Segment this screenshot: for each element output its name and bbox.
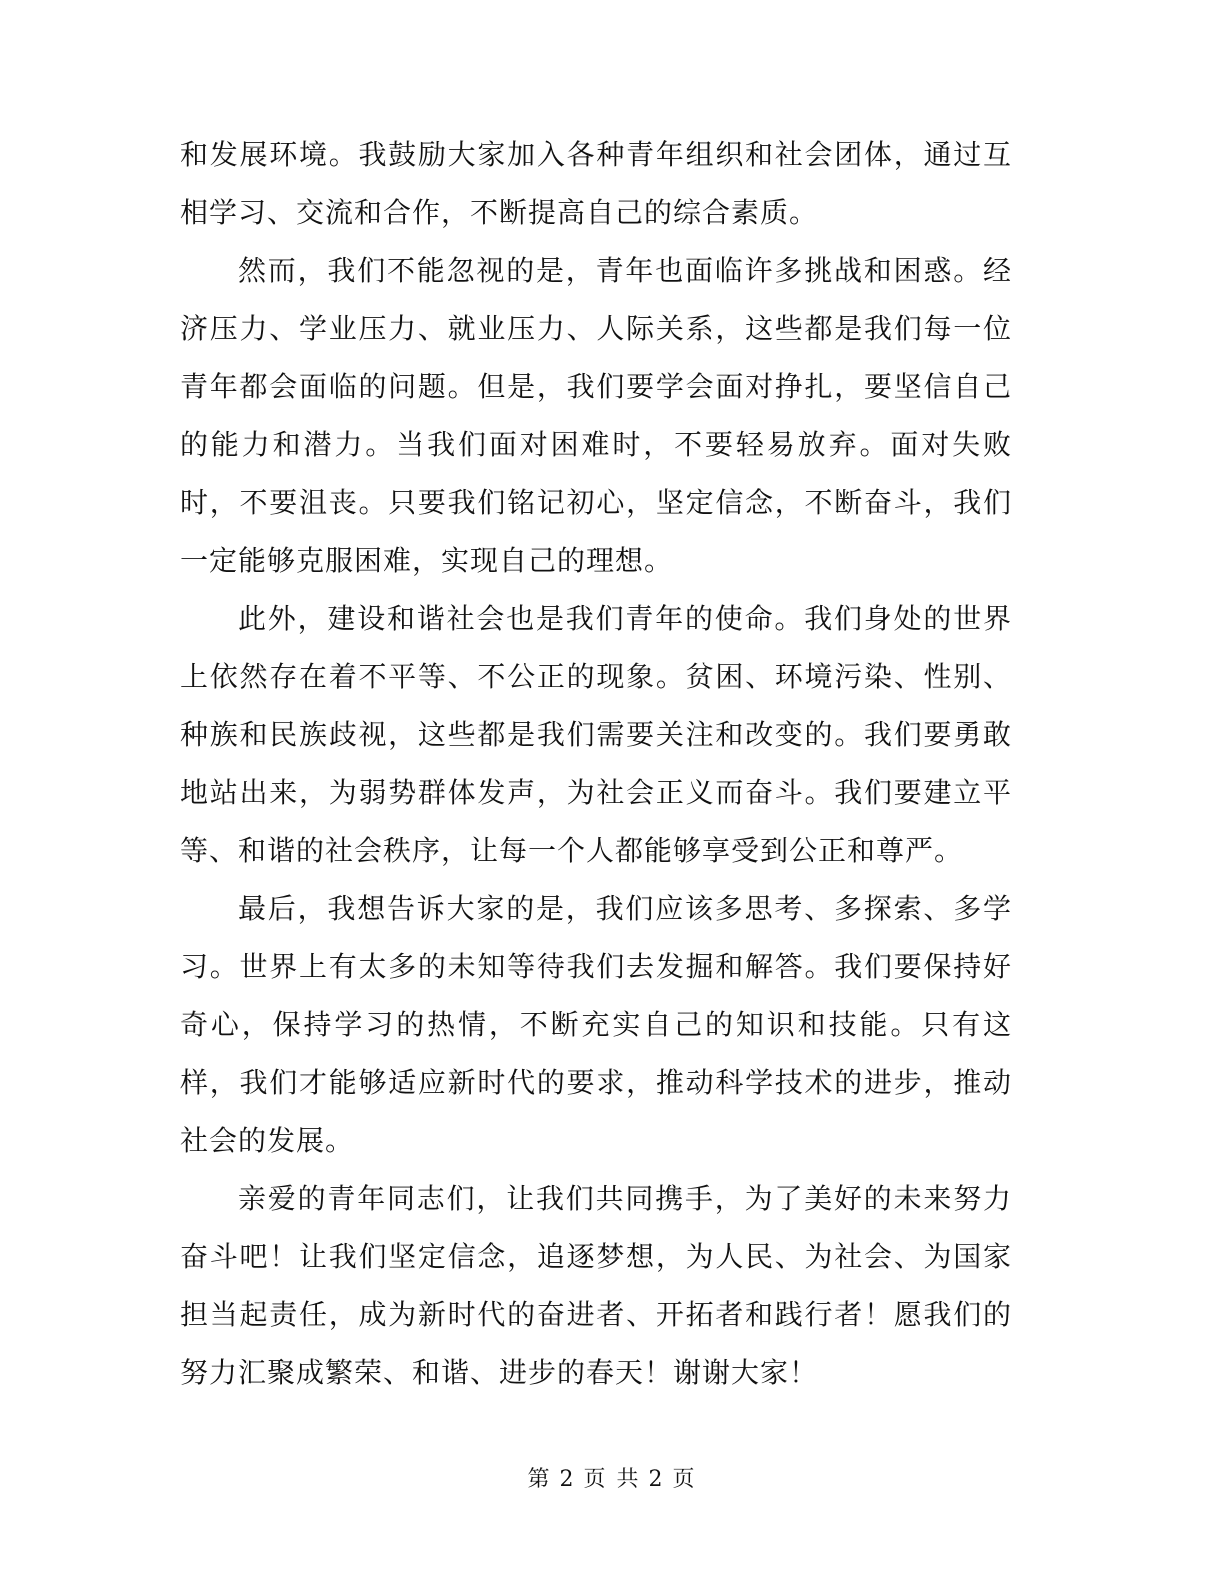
document-body	[180, 126, 1012, 1402]
paragraph-2: 然而，我们不能忽视的是，青年也面临许多挑战和困惑。经济压力、学业压力、就业压力、人际关系，这些都是我们每一位青年都会面临的问题。但是，我们要学会面对挣扎，要坚信自己的能力和潜力。当我们面对困难时，不要轻易放弃。面对失败时，不要沮丧。只要我们铭记初心，坚定信念，不断奋斗，我们一定能够克服困难，实现自己的理想。	[180, 254, 1012, 577]
current-page-number: 2	[559, 1467, 576, 1492]
total-pages-number: 2	[648, 1467, 665, 1492]
page-footer	[0, 1462, 1224, 1493]
paragraph-1: 和发展环境。我鼓励大家加入各种青年组织和社会团体，通过互相学习、交流和合作，不断提高自己的综合素质。	[180, 138, 1012, 229]
footer-mid: 页 共	[583, 1467, 641, 1492]
footer-prefix: 第	[527, 1467, 552, 1492]
paragraph-4: 最后，我想告诉大家的是，我们应该多思考、多探索、多学习。世界上有太多的未知等待我们去发掘和解答。我们要保持好奇心，保持学习的热情，不断充实自己的知识和技能。只有这样，我们才能够适应新时代的要求，推动科学技术的进步，推动社会的发展。	[180, 892, 1012, 1157]
footer-suffix: 页	[672, 1467, 697, 1492]
paragraph-5: 亲爱的青年同志们，让我们共同携手，为了美好的未来努力奋斗吧！让我们坚定信念，追逐梦想，为人民、为社会、为国家担当起责任，成为新时代的奋进者、开拓者和践行者！愿我们的努力汇聚成繁荣、和谐、进步的春天！谢谢大家！	[180, 1182, 1012, 1389]
paragraph-3: 此外，建设和谐社会也是我们青年的使命。我们身处的世界上依然存在着不平等、不公正的现象。贫困、环境污染、性别、种族和民族歧视，这些都是我们需要关注和改变的。我们要勇敢地站出来，为弱势群体发声，为社会正义而奋斗。我们要建立平等、和谐的社会秩序，让每一个人都能够享受到公正和尊严。	[180, 602, 1012, 867]
